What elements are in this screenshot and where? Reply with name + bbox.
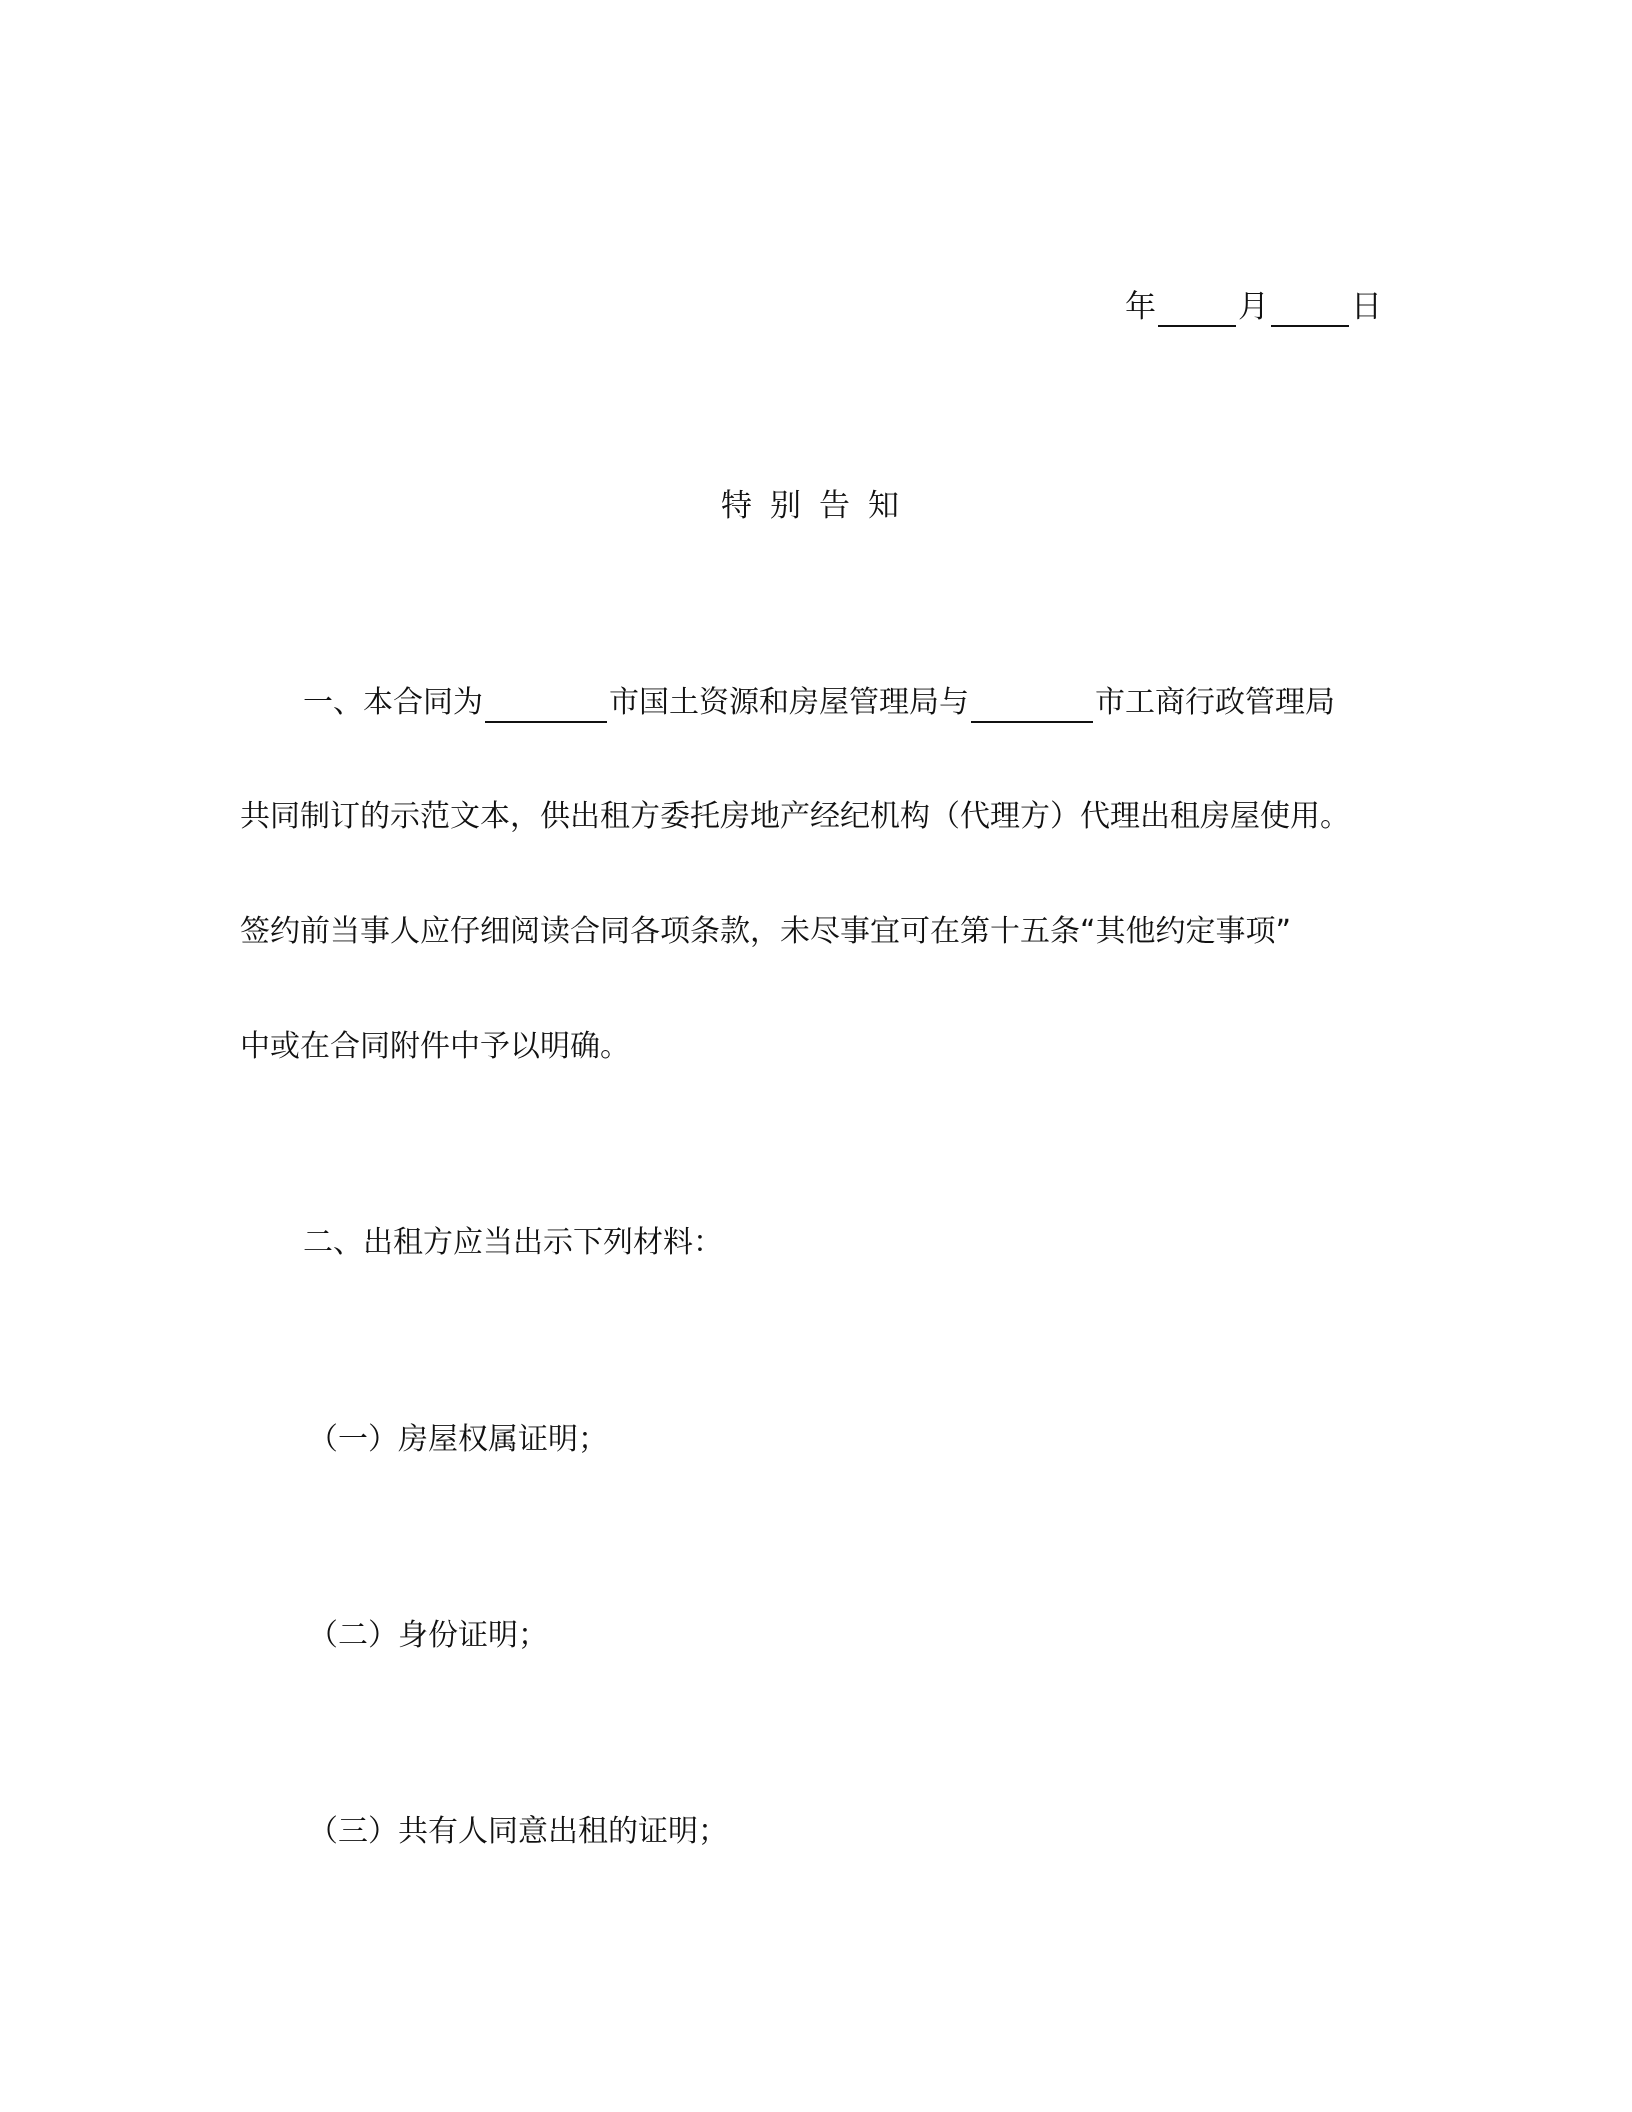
city-blank-2 — [971, 691, 1093, 723]
material-item: （三）共有人同意出租的证明； — [308, 1814, 728, 1849]
section1-suffix: 市工商行政管理局 — [1095, 685, 1335, 720]
document-title: 特别告知 — [721, 488, 917, 524]
section1-line1 — [303, 683, 1335, 723]
day-blank — [1271, 295, 1349, 327]
material-item: （二）身份证明； — [308, 1618, 548, 1653]
section1-middle: 市国土资源和房屋管理局与 — [609, 685, 969, 720]
date-line — [1125, 287, 1382, 327]
section1-prefix: 一、本合同为 — [303, 685, 483, 720]
month-label: 月 — [1238, 289, 1269, 325]
section1-line4: 中或在合同附件中予以明确。 — [240, 1029, 630, 1064]
section1-line2: 共同制订的示范文本，供出租方委托房地产经纪机构（代理方）代理出租房屋使用。 — [240, 799, 1350, 834]
day-label: 日 — [1351, 289, 1382, 325]
section2-heading: 二、出租方应当出示下列材料： — [303, 1225, 723, 1260]
month-blank — [1158, 295, 1236, 327]
material-item: （一）房屋权属证明； — [308, 1422, 608, 1457]
city-blank-1 — [485, 691, 607, 723]
year-label: 年 — [1125, 289, 1156, 325]
section1-line3: 签约前当事人应仔细阅读合同各项条款，未尽事宜可在第十五条“其他约定事项” — [240, 914, 1292, 949]
